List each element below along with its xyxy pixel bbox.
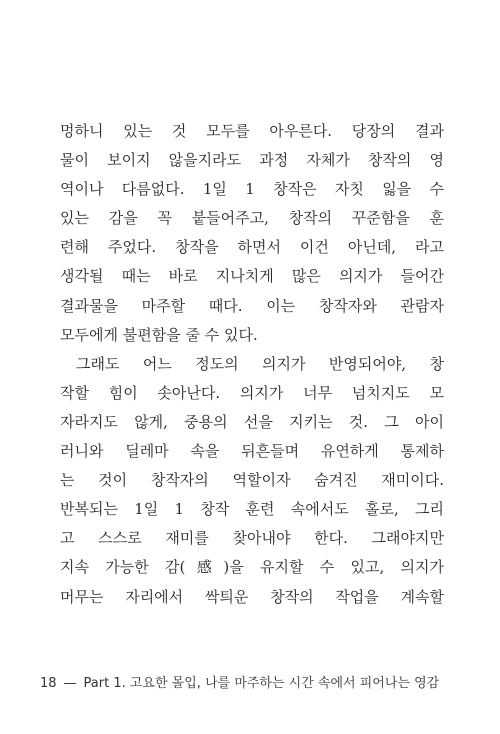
text-line: 련해 주었다. 창작을 하면서 이건 아닌데, 라고	[60, 238, 444, 257]
text-line: 그래도 어느 정도의 의지가 반영되어야, 창	[76, 354, 444, 373]
text-line: 머무는 자리에서 싹틔운 창작의 작업을 계속할	[60, 587, 444, 606]
text-line: 멍하니 있는 것 모두를 아우른다. 당장의 결과	[60, 122, 444, 140]
text-line: 작할 힘이 솟아난다. 의지가 너무 넘치지도 모	[60, 383, 444, 402]
page-number: 18	[40, 676, 57, 691]
page-footer	[40, 672, 439, 691]
text-line: 고 스스로 재미를 찾아내야 한다. 그래야지만	[60, 529, 444, 548]
footer-separator: —	[63, 676, 77, 691]
chapter-title: Part 1. 고요한 몰입, 나를 마주하는 시간 속에서 피어나는 영감	[83, 676, 440, 691]
body-text	[60, 117, 444, 612]
text-line: 물이 보이지 않을지라도 과정 자체가 창작의 영	[60, 151, 444, 170]
text-line: 반복되는 1일 1 창작 훈련 속에서도 홀로, 그리	[60, 500, 444, 519]
text-line: 역이나 다름없다. 1일 1 창작은 자칫 잃을 수	[60, 180, 444, 199]
text-line: 지속 가능한 감(感)을 유지할 수 있고, 의지가	[60, 558, 444, 577]
text-line: 생각될 때는 바로 지나치게 많은 의지가 들어간	[60, 267, 444, 286]
text-line: 있는 감을 꼭 붙들어주고, 창작의 꾸준함을 훈	[60, 209, 444, 228]
text-line: 모두에게 불편함을 줄 수 있다.	[60, 325, 258, 344]
text-line: 는 것이 창작자의 역할이자 숨겨진 재미이다.	[60, 471, 444, 490]
text-line: 자라지도 않게, 중용의 선을 지키는 것. 그 아이	[60, 412, 444, 431]
text-line: 러니와 딜레마 속을 뒤흔들며 유연하게 통제하	[60, 442, 444, 461]
text-line: 결과물을 마주할 때다. 이는 창작자와 관람자	[60, 296, 444, 315]
